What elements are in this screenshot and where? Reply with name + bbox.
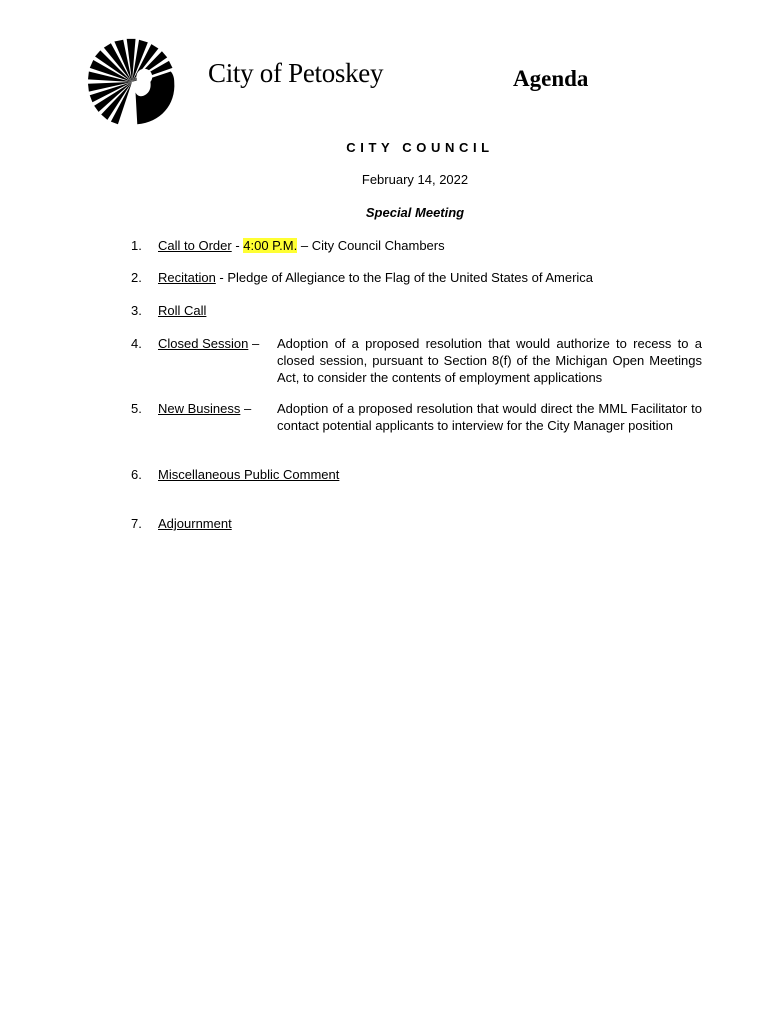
- item-description: Adoption of a proposed resolution that would direct the MML Facilitator to contact potential applicants to interview for the City Manager position: [277, 401, 702, 433]
- item-separator: -: [231, 238, 244, 253]
- item-label: Roll Call: [158, 303, 207, 318]
- item-text: – City Council Chambers: [297, 238, 445, 253]
- item-text: - Pledge of Allegiance to the Flag of the United States of America: [215, 270, 594, 285]
- item-number: 6.: [131, 467, 142, 482]
- sunburst-logo-icon: [88, 38, 176, 126]
- meeting-date: February 14, 2022: [361, 172, 469, 187]
- item-number: 2.: [131, 270, 142, 285]
- item-label: Adjournment: [158, 516, 232, 531]
- item-label: Miscellaneous Public Comment: [158, 467, 340, 482]
- item-number: 7.: [131, 516, 142, 531]
- item-line: [158, 302, 206, 319]
- meeting-time: 4:00 P.M.: [243, 238, 298, 253]
- document-type: Agenda: [513, 66, 589, 91]
- item-line: [158, 466, 339, 483]
- item-label: Call to Order: [158, 238, 232, 253]
- item-line: [158, 237, 445, 254]
- item-number: 4.: [131, 336, 142, 351]
- meeting-type: Special Meeting: [365, 205, 465, 220]
- item-label: New Business: [158, 401, 241, 416]
- item-separator: –: [240, 401, 252, 416]
- item-number: 3.: [131, 303, 142, 318]
- council-heading: CITY COUNCIL: [346, 140, 494, 155]
- item-separator: –: [248, 336, 260, 351]
- item-label: Recitation: [158, 270, 216, 285]
- item-description: Adoption of a proposed resolution that would authorize to recess to a closed session, pursuant to Section 8(f) of the Michigan Open Meetings Act, to consider the contents of employment applications: [277, 336, 702, 385]
- item-line: [158, 269, 593, 286]
- item-line: [158, 335, 259, 352]
- item-number: 1.: [131, 238, 142, 253]
- item-line: [158, 400, 251, 417]
- item-label: Closed Session: [158, 336, 249, 351]
- city-name: City of Petoskey: [208, 58, 384, 88]
- item-number: 5.: [131, 401, 142, 416]
- item-line: [158, 515, 232, 532]
